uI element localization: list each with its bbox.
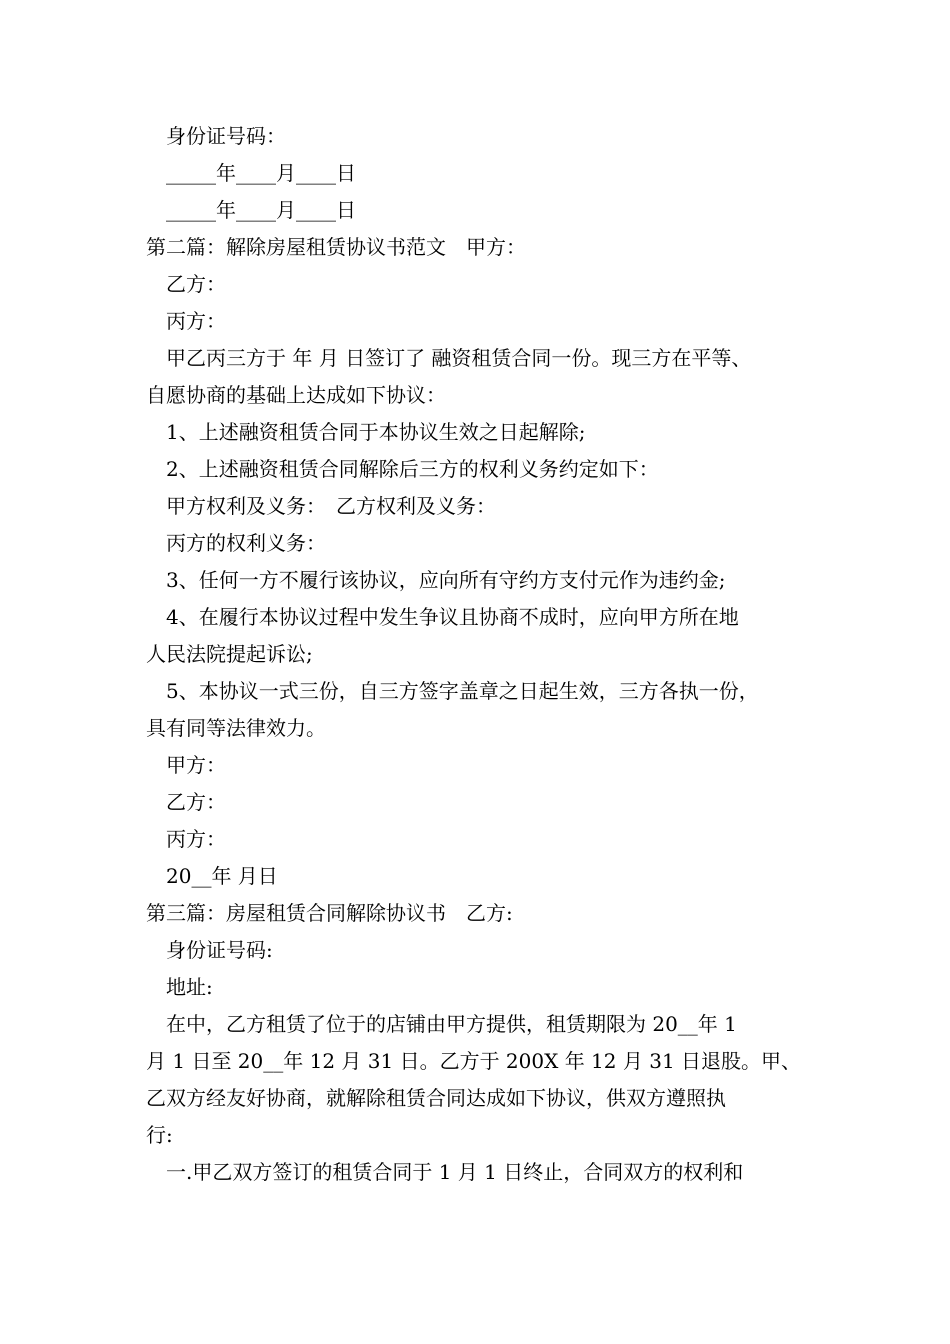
text-line: 第三篇：房屋租赁合同解除协议书 乙方: bbox=[146, 901, 513, 925]
text-line: _____年____月____日 bbox=[166, 161, 356, 185]
text-line: 丙方： bbox=[166, 309, 226, 333]
text-line: 身份证号码: bbox=[166, 938, 273, 962]
text-line: 一.甲乙双方签订的租赁合同于 1 月 1 日终止，合同双方的权利和 bbox=[166, 1160, 744, 1184]
text-line: 身份证号码： bbox=[166, 124, 286, 148]
text-line: 月 1 日至 20__年 12 月 31 日。乙方于 200X 年 12 月 31 日退股。甲、 bbox=[146, 1049, 802, 1073]
text-line: 20__年 月日 bbox=[166, 864, 278, 888]
text-line: 丙方的权利义务： bbox=[166, 531, 326, 555]
text-line: 甲方权利及义务： 乙方权利及义务： bbox=[166, 494, 496, 518]
text-line: 具有同等法律效力。 bbox=[146, 716, 326, 740]
text-line: _____年____月____日 bbox=[166, 198, 356, 222]
text-line: 乙方： bbox=[166, 272, 226, 296]
text-line: 乙双方经友好协商，就解除租赁合同达成如下协议，供双方遵照执 bbox=[146, 1086, 726, 1110]
text-line: 3、任何一方不履行该协议，应向所有守约方支付元作为违约金; bbox=[166, 568, 726, 592]
text-line: 5、本协议一式三份，自三方签字盖章之日起生效，三方各执一份， bbox=[166, 679, 759, 703]
text-line: 在中，乙方租赁了位于的店铺由甲方提供，租赁期限为 20__年 1 bbox=[166, 1012, 737, 1036]
text-line: 人民法院提起诉讼; bbox=[146, 642, 313, 666]
text-line: 自愿协商的基础上达成如下协议： bbox=[146, 383, 446, 407]
text-line: 丙方： bbox=[166, 827, 226, 851]
text-line: 甲乙丙三方于 年 月 日签订了 融资租赁合同一份。现三方在平等、 bbox=[166, 346, 752, 370]
text-line: 甲方： bbox=[166, 753, 226, 777]
text-line: 行: bbox=[146, 1123, 173, 1147]
text-line: 乙方： bbox=[166, 790, 226, 814]
text-line: 1、上述融资租赁合同于本协议生效之日起解除; bbox=[166, 420, 586, 444]
text-line: 第二篇：解除房屋租赁协议书范文 甲方： bbox=[146, 235, 526, 259]
text-line: 地址: bbox=[166, 975, 213, 999]
text-line: 2、上述融资租赁合同解除后三方的权利义务约定如下： bbox=[166, 457, 659, 481]
document-body bbox=[146, 118, 826, 1191]
text-line: 4、在履行本协议过程中发生争议且协商不成时，应向甲方所在地 bbox=[166, 605, 739, 629]
